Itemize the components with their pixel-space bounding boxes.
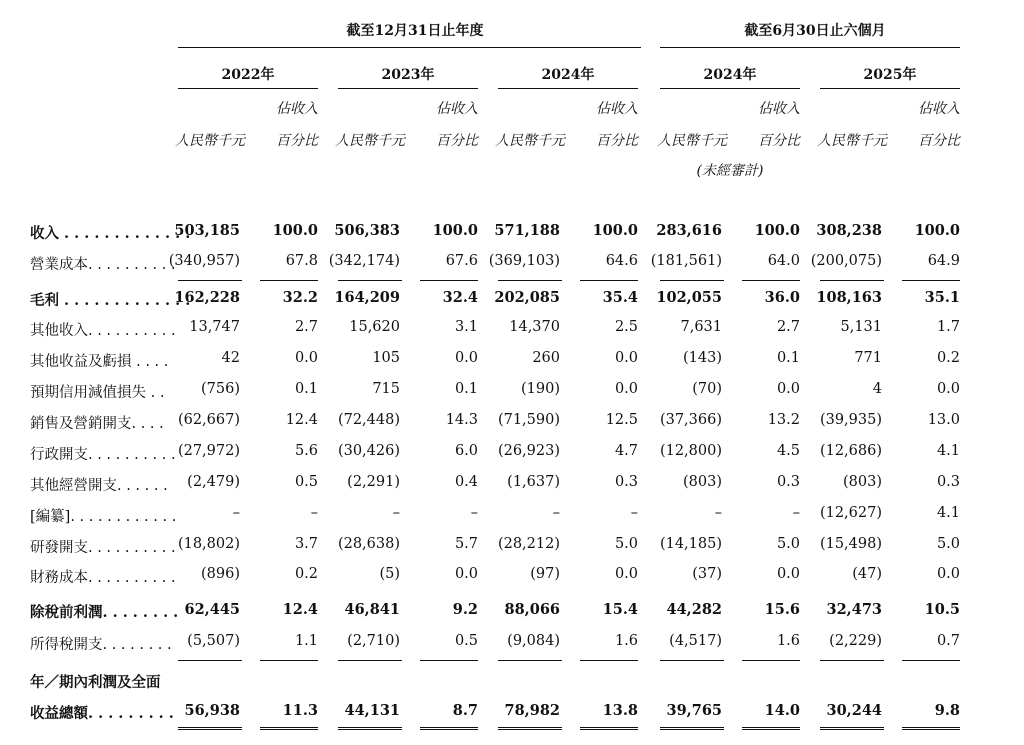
subtotal-rule xyxy=(260,280,318,281)
header-group-half: 截至6月30日止六個月 xyxy=(744,23,886,39)
period-header-2024-h1: 2024年 xyxy=(703,67,757,83)
amount-cell: 503,185 xyxy=(174,222,240,239)
percent-cell: 5.0 xyxy=(614,536,638,552)
amount-cell: (803) xyxy=(683,474,722,490)
period-rule-2024-h1 xyxy=(660,88,800,89)
percent-cell: 0.1 xyxy=(294,381,318,397)
amount-cell: 4 xyxy=(872,381,882,397)
percent-cell: – xyxy=(630,505,638,521)
total-label-line2: 收益總額. . . . . . . . . xyxy=(30,705,174,722)
amount-cell: (15,498) xyxy=(819,536,882,552)
period-rule-2025-h1 xyxy=(820,88,960,89)
amount-cell: (181,561) xyxy=(650,253,722,269)
percent-cell: 0.3 xyxy=(614,474,638,490)
pct-header-line2: 百分比 xyxy=(276,133,318,149)
percent-cell: 0.7 xyxy=(936,633,960,649)
percent-cell: 0.2 xyxy=(936,350,960,366)
unit-header: 人民幣千元 xyxy=(175,133,245,149)
amount-cell: 283,616 xyxy=(656,222,722,239)
percent-cell: 1.7 xyxy=(936,319,960,335)
row-label: 所得稅開支. . . . . . . . xyxy=(30,637,172,653)
amount-cell: 15,620 xyxy=(349,319,400,335)
total-percent-cell: 11.3 xyxy=(282,702,318,719)
subtotal-rule xyxy=(820,280,884,281)
subtotal-rule xyxy=(902,660,960,661)
percent-cell: 4.5 xyxy=(776,443,800,459)
amount-cell: (5) xyxy=(379,566,400,582)
pct-header-line2: 百分比 xyxy=(918,133,960,149)
total-percent-cell: 9.8 xyxy=(934,702,960,719)
amount-cell: (756) xyxy=(201,381,240,397)
total-double-rule xyxy=(902,727,960,730)
percent-cell: 0.2 xyxy=(294,566,318,582)
percent-cell: 0.1 xyxy=(776,350,800,366)
amount-cell: (803) xyxy=(843,474,882,490)
amount-cell: (47) xyxy=(852,566,882,582)
amount-cell: – xyxy=(552,505,560,521)
percent-cell: 9.2 xyxy=(452,601,478,618)
percent-cell: 0.0 xyxy=(454,350,478,366)
subtotal-rule xyxy=(338,280,402,281)
amount-cell: 7,631 xyxy=(680,319,722,335)
unit-header: 人民幣千元 xyxy=(657,133,727,149)
percent-cell: 4.1 xyxy=(936,443,960,459)
percent-cell: 2.7 xyxy=(776,319,800,335)
subtotal-rule xyxy=(660,660,724,661)
amount-cell: (12,800) xyxy=(659,443,722,459)
amount-cell: (37,366) xyxy=(659,412,722,428)
unit-header: 人民幣千元 xyxy=(335,133,405,149)
row-label: 其他收入. . . . . . . . . . xyxy=(30,323,176,339)
percent-cell: 0.4 xyxy=(454,474,478,490)
header-rule-year xyxy=(178,47,641,48)
subtotal-rule xyxy=(498,280,562,281)
header-group-year: 截至12月31日止年度 xyxy=(346,23,484,39)
percent-cell: 2.7 xyxy=(294,319,318,335)
amount-cell: (26,923) xyxy=(497,443,560,459)
total-label-line1: 年／期內利潤及全面 xyxy=(30,674,161,691)
amount-cell: (28,212) xyxy=(497,536,560,552)
percent-cell: – xyxy=(310,505,318,521)
row-label: 銷售及營銷開支. . . . xyxy=(30,416,164,432)
amount-cell: (28,638) xyxy=(337,536,400,552)
subtotal-rule xyxy=(742,660,800,661)
amount-cell: 108,163 xyxy=(816,289,882,306)
percent-cell: 5.7 xyxy=(454,536,478,552)
total-double-rule xyxy=(742,727,800,730)
percent-cell: 100.0 xyxy=(432,222,478,239)
amount-cell: 32,473 xyxy=(826,601,882,618)
amount-cell: 102,055 xyxy=(656,289,722,306)
subtotal-rule xyxy=(580,660,638,661)
amount-cell: 14,370 xyxy=(509,319,560,335)
pct-header-line1: 佔收入 xyxy=(436,101,478,117)
percent-cell: 13.0 xyxy=(927,412,960,428)
amount-cell: (5,507) xyxy=(187,633,240,649)
amount-cell: (14,185) xyxy=(659,536,722,552)
total-amount-cell: 30,244 xyxy=(826,702,882,719)
amount-cell: (896) xyxy=(201,566,240,582)
subtotal-rule xyxy=(178,660,242,661)
period-header-2022: 2022年 xyxy=(221,67,275,83)
amount-cell: 506,383 xyxy=(334,222,400,239)
amount-cell: 105 xyxy=(372,350,400,366)
total-amount-cell: 56,938 xyxy=(184,702,240,719)
percent-cell: 0.0 xyxy=(936,566,960,582)
percent-cell: 4.1 xyxy=(936,505,960,521)
header-rule-half xyxy=(660,47,960,48)
amount-cell: 571,188 xyxy=(494,222,560,239)
percent-cell: 12.4 xyxy=(282,601,318,618)
row-label: 營業成本. . . . . . . . . . xyxy=(30,257,176,273)
percent-cell: 5.6 xyxy=(294,443,318,459)
total-double-rule xyxy=(260,727,318,730)
percent-cell: 4.7 xyxy=(614,443,638,459)
percent-cell: 32.4 xyxy=(442,289,478,306)
amount-cell: (340,957) xyxy=(168,253,240,269)
total-double-rule xyxy=(338,727,402,730)
percent-cell: 0.1 xyxy=(454,381,478,397)
row-label: 其他收益及虧損 . . . . xyxy=(30,354,169,370)
amount-cell: (70) xyxy=(692,381,722,397)
pct-header-line1: 佔收入 xyxy=(918,101,960,117)
total-amount-cell: 39,765 xyxy=(666,702,722,719)
amount-cell: 42 xyxy=(221,350,240,366)
total-double-rule xyxy=(420,727,478,730)
amount-cell: 44,282 xyxy=(666,601,722,618)
percent-cell: 15.4 xyxy=(602,601,638,618)
percent-cell: 1.1 xyxy=(294,633,318,649)
amount-cell: (1,637) xyxy=(507,474,560,490)
amount-cell: 308,238 xyxy=(816,222,882,239)
amount-cell: 62,445 xyxy=(184,601,240,618)
percent-cell: 67.8 xyxy=(285,253,318,269)
subtotal-rule xyxy=(820,660,884,661)
percent-cell: 100.0 xyxy=(272,222,318,239)
amount-cell: (4,517) xyxy=(669,633,722,649)
amount-cell: (2,291) xyxy=(347,474,400,490)
percent-cell: 6.0 xyxy=(454,443,478,459)
amount-cell: 5,131 xyxy=(840,319,882,335)
amount-cell: (30,426) xyxy=(337,443,400,459)
amount-cell: 13,747 xyxy=(189,319,240,335)
period-rule-2022 xyxy=(178,88,318,89)
percent-cell: 0.0 xyxy=(614,350,638,366)
pct-header-line2: 百分比 xyxy=(596,133,638,149)
amount-cell: (12,686) xyxy=(819,443,882,459)
amount-cell: (200,075) xyxy=(810,253,882,269)
percent-cell: 35.1 xyxy=(924,289,960,306)
subtotal-rule xyxy=(660,280,724,281)
pct-header-line2: 百分比 xyxy=(758,133,800,149)
total-amount-cell: 44,131 xyxy=(344,702,400,719)
percent-cell: 0.0 xyxy=(776,566,800,582)
amount-cell: (71,590) xyxy=(497,412,560,428)
percent-cell: 100.0 xyxy=(914,222,960,239)
period-header-2025-h1: 2025年 xyxy=(863,67,917,83)
percent-cell: 0.3 xyxy=(936,474,960,490)
amount-cell: (369,103) xyxy=(488,253,560,269)
percent-cell: 0.0 xyxy=(294,350,318,366)
percent-cell: 12.4 xyxy=(285,412,318,428)
amount-cell: (12,627) xyxy=(819,505,882,521)
row-label: 預期信用減值損失 . . xyxy=(30,385,165,401)
subtotal-rule xyxy=(742,280,800,281)
percent-cell: 0.5 xyxy=(454,633,478,649)
period-header-2023: 2023年 xyxy=(381,67,435,83)
row-label: 毛利 . . . . . . . . . . . . . xyxy=(30,292,191,309)
pct-header-line1: 佔收入 xyxy=(596,101,638,117)
percent-cell: 0.0 xyxy=(454,566,478,582)
amount-cell: 202,085 xyxy=(494,289,560,306)
period-header-2024: 2024年 xyxy=(541,67,595,83)
amount-cell: 46,841 xyxy=(344,601,400,618)
percent-cell: 13.2 xyxy=(767,412,800,428)
period-rule-2023 xyxy=(338,88,478,89)
subtotal-rule xyxy=(498,660,562,661)
row-label: 研發開支. . . . . . . . . . xyxy=(30,540,176,556)
amount-cell: (39,935) xyxy=(819,412,882,428)
total-percent-cell: 8.7 xyxy=(452,702,478,719)
total-double-rule xyxy=(660,727,724,730)
total-percent-cell: 13.8 xyxy=(602,702,638,719)
amount-cell: (97) xyxy=(530,566,560,582)
amount-cell: 162,228 xyxy=(174,289,240,306)
percent-cell: 1.6 xyxy=(614,633,638,649)
percent-cell: 100.0 xyxy=(754,222,800,239)
row-label: [編纂]. . . . . . . . . . . . xyxy=(30,509,177,525)
pct-header-line1: 佔收入 xyxy=(276,101,318,117)
subtotal-rule xyxy=(420,280,478,281)
subtotal-rule xyxy=(580,280,638,281)
percent-cell: 10.5 xyxy=(924,601,960,618)
total-double-rule xyxy=(820,727,884,730)
amount-cell: (342,174) xyxy=(328,253,400,269)
percent-cell: 3.1 xyxy=(454,319,478,335)
percent-cell: 3.7 xyxy=(294,536,318,552)
amount-cell: (2,710) xyxy=(347,633,400,649)
amount-cell: 260 xyxy=(532,350,560,366)
period-rule-2024 xyxy=(498,88,638,89)
total-percent-cell: 14.0 xyxy=(764,702,800,719)
percent-cell: 64.6 xyxy=(605,253,638,269)
percent-cell: 14.3 xyxy=(445,412,478,428)
total-double-rule xyxy=(498,727,562,730)
total-double-rule xyxy=(580,727,638,730)
unit-header: 人民幣千元 xyxy=(817,133,887,149)
row-label: 收入 . . . . . . . . . . . . . xyxy=(30,225,191,242)
amount-cell: (9,084) xyxy=(507,633,560,649)
percent-cell: 15.6 xyxy=(764,601,800,618)
percent-cell: 1.6 xyxy=(776,633,800,649)
amount-cell: – xyxy=(232,505,240,521)
percent-cell: – xyxy=(792,505,800,521)
percent-cell: 0.0 xyxy=(614,381,638,397)
percent-cell: 0.0 xyxy=(776,381,800,397)
amount-cell: – xyxy=(714,505,722,521)
pct-header-line2: 百分比 xyxy=(436,133,478,149)
percent-cell: 36.0 xyxy=(764,289,800,306)
amount-cell: (27,972) xyxy=(177,443,240,459)
subtotal-rule xyxy=(338,660,402,661)
amount-cell: (18,802) xyxy=(177,536,240,552)
row-label: 行政開支. . . . . . . . . . xyxy=(30,447,176,463)
amount-cell: (62,667) xyxy=(177,412,240,428)
percent-cell: 0.5 xyxy=(294,474,318,490)
amount-cell: 715 xyxy=(372,381,400,397)
percent-cell: 32.2 xyxy=(282,289,318,306)
unit-header: 人民幣千元 xyxy=(495,133,565,149)
subtotal-rule xyxy=(902,280,960,281)
row-label: 財務成本. . . . . . . . . . xyxy=(30,570,176,586)
percent-cell: 35.4 xyxy=(602,289,638,306)
percent-cell: 2.5 xyxy=(614,319,638,335)
percent-cell: 0.0 xyxy=(614,566,638,582)
amount-cell: (143) xyxy=(683,350,722,366)
percent-cell: 12.5 xyxy=(605,412,638,428)
percent-cell: 5.0 xyxy=(776,536,800,552)
unaudited-note: (未經審計) xyxy=(696,163,764,179)
percent-cell: 100.0 xyxy=(592,222,638,239)
amount-cell: (37) xyxy=(692,566,722,582)
row-label: 除稅前利潤. . . . . . . . xyxy=(30,604,179,621)
amount-cell: (72,448) xyxy=(337,412,400,428)
amount-cell: 771 xyxy=(854,350,882,366)
total-double-rule xyxy=(178,727,242,730)
amount-cell: 164,209 xyxy=(334,289,400,306)
percent-cell: 64.9 xyxy=(927,253,960,269)
subtotal-rule xyxy=(260,660,318,661)
amount-cell: 88,066 xyxy=(504,601,560,618)
percent-cell: 0.0 xyxy=(936,381,960,397)
percent-cell: – xyxy=(470,505,478,521)
percent-cell: 5.0 xyxy=(936,536,960,552)
amount-cell: – xyxy=(392,505,400,521)
percent-cell: 0.3 xyxy=(776,474,800,490)
subtotal-rule xyxy=(178,280,242,281)
amount-cell: (2,479) xyxy=(187,474,240,490)
pct-header-line1: 佔收入 xyxy=(758,101,800,117)
amount-cell: (2,229) xyxy=(829,633,882,649)
percent-cell: 64.0 xyxy=(767,253,800,269)
row-label: 其他經營開支. . . . . . xyxy=(30,478,168,494)
subtotal-rule xyxy=(420,660,478,661)
amount-cell: (190) xyxy=(521,381,560,397)
total-amount-cell: 78,982 xyxy=(504,702,560,719)
percent-cell: 67.6 xyxy=(445,253,478,269)
